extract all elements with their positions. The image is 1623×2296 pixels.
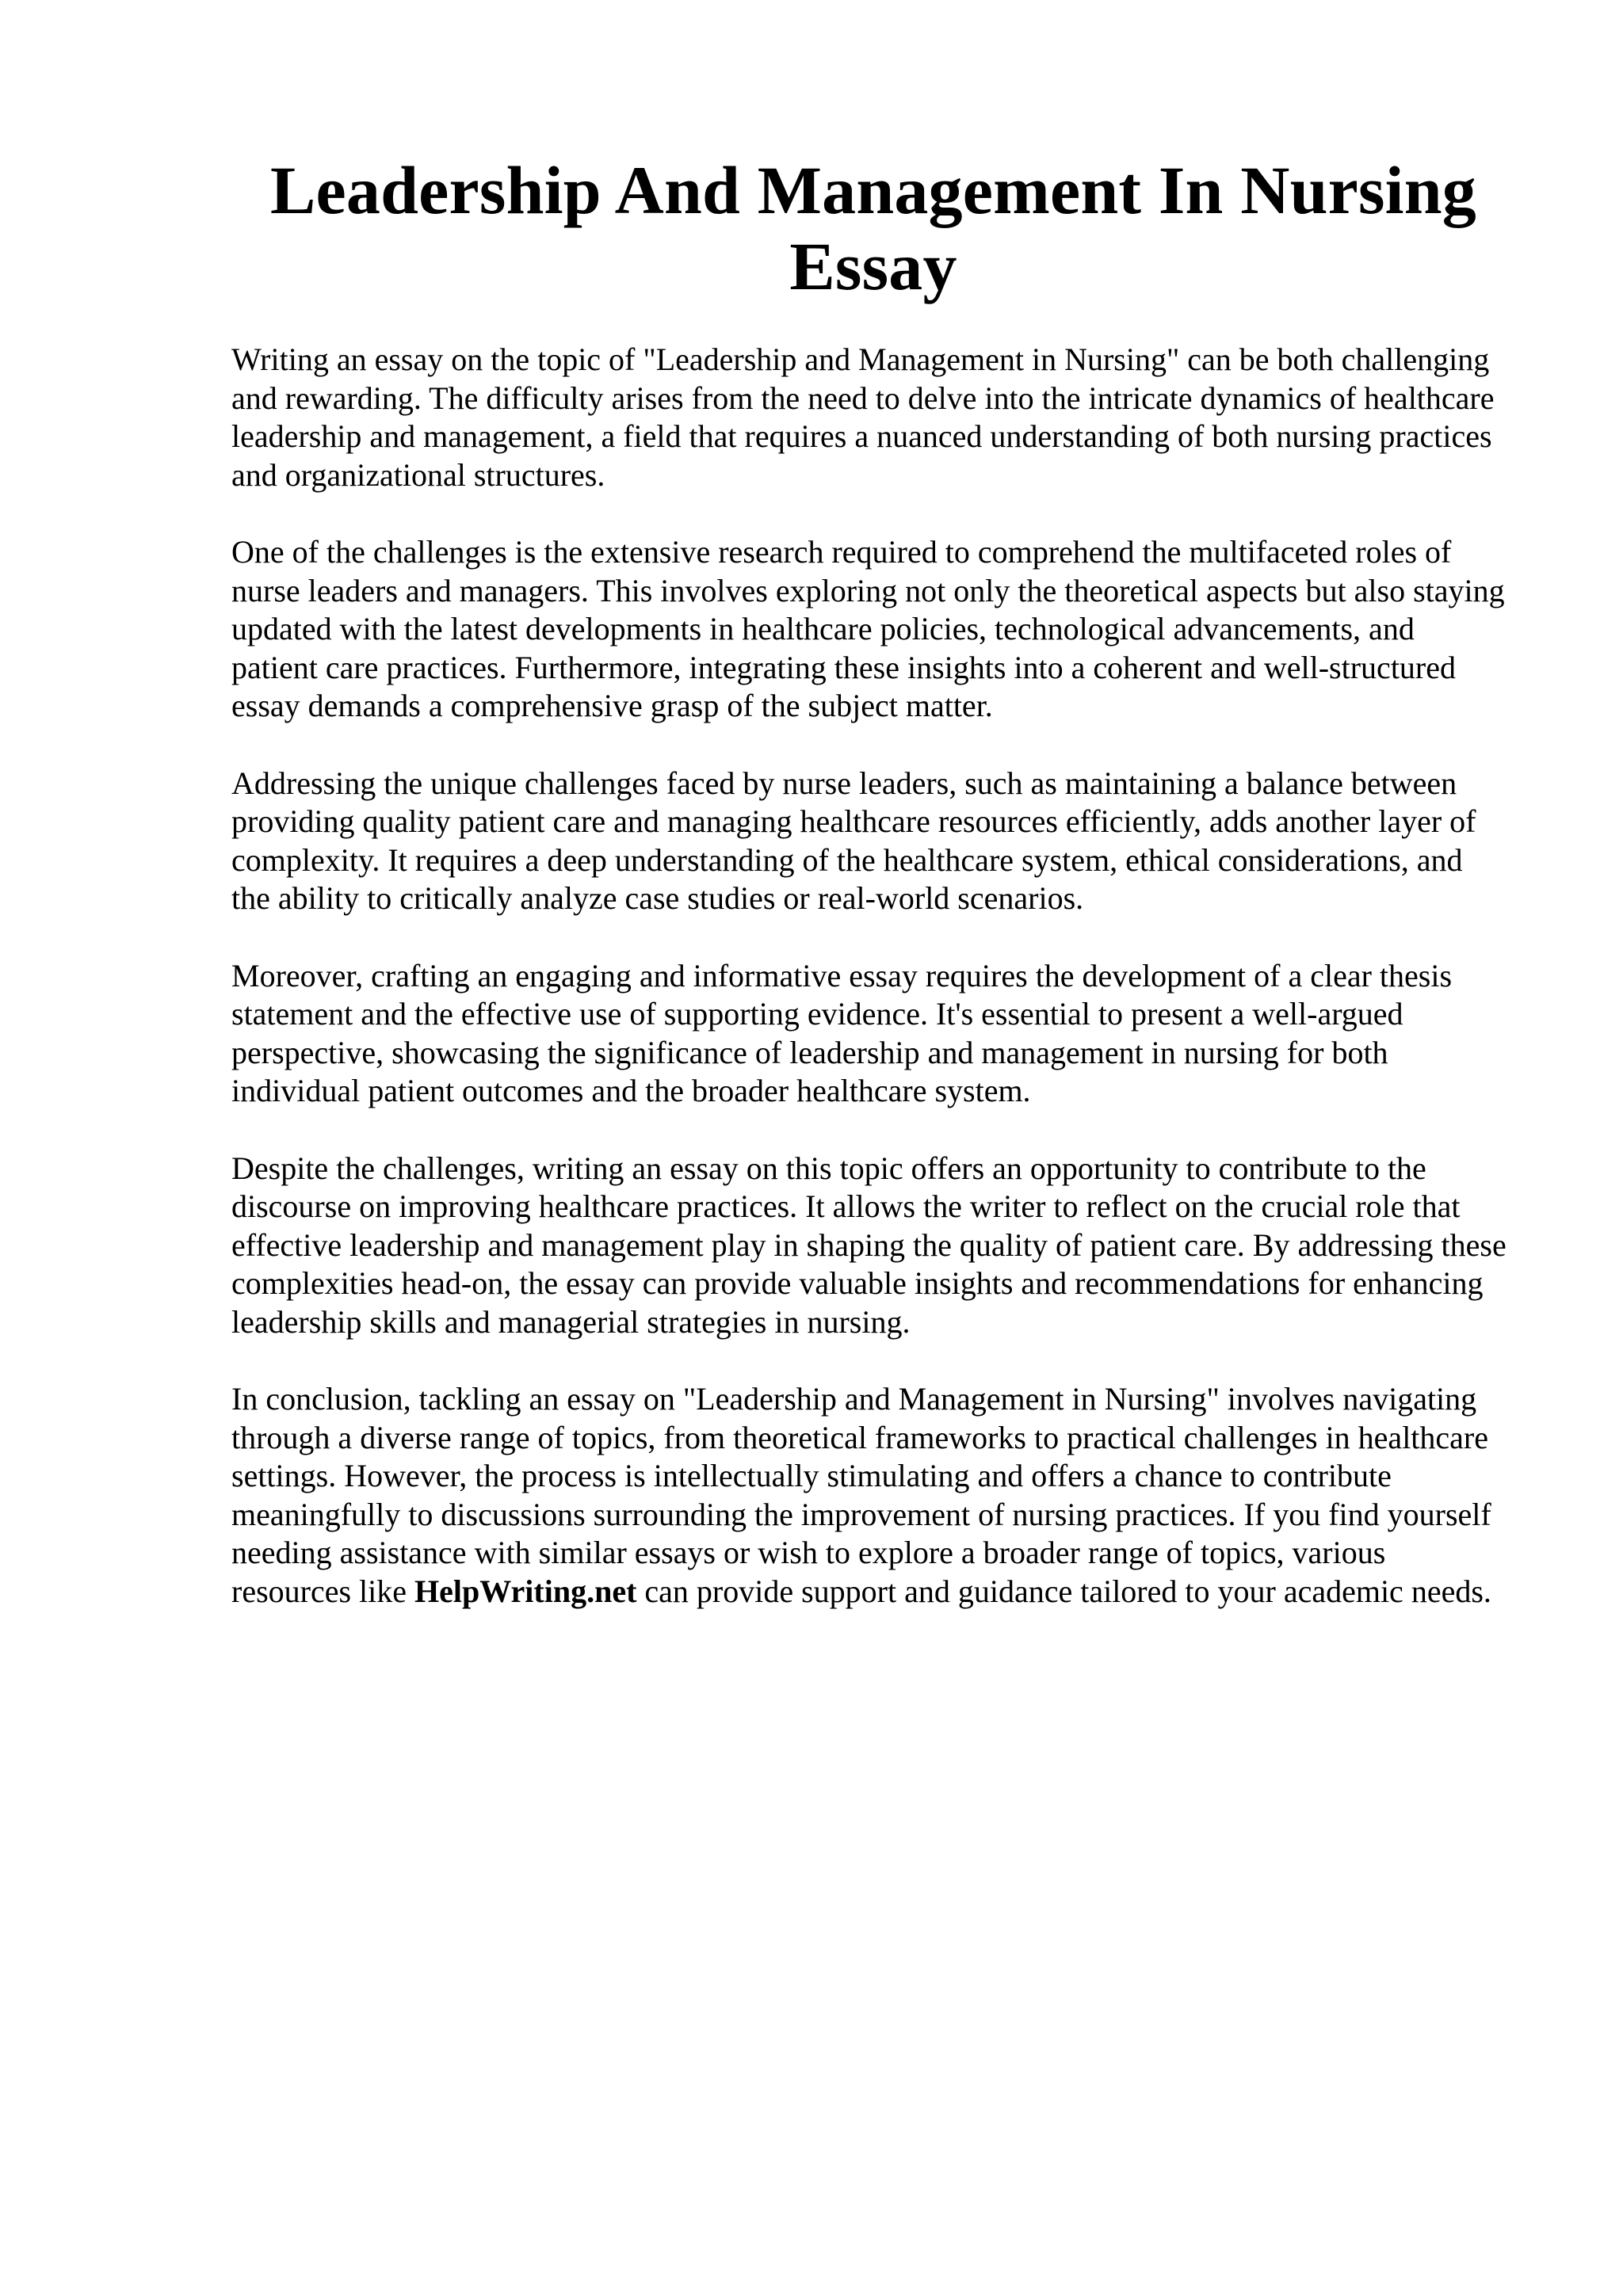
paragraph-unique-challenges: Addressing the unique challenges faced by nurse leaders, such as maintaining a balance between providing quality patient care and managing healthcare resources efficiently, adds another layer of complexity. It requires a deep understanding of the healthcare system, ethical considerations, and the ability to critically analyze case studies or real-world scenarios. <box>231 765 1476 916</box>
paragraph-conclusion <box>231 1380 1507 1611</box>
helpwriting-link[interactable]: HelpWriting.net <box>414 1573 637 1609</box>
conclusion-text-after-link: can provide support and guidance tailored to your academic needs. <box>636 1573 1491 1609</box>
paragraph-thesis-evidence: Moreover, crafting an engaging and informative essay requires the development of a clear thesis statement and the effective use of supporting evidence. It's essential to present a well-argued perspective, showcasing the significance of leadership and management in nursing for both individual patient outcomes and the broader healthcare system. <box>231 957 1453 1108</box>
paragraph-intro: Writing an essay on the topic of "Leadership and Management in Nursing" can be both challenging and rewarding. The difficulty arises from the need to delve into the intricate dynamics of healthcare leadership and management, a field that requires a nuanced understanding of both nursing practices and organizational structures. <box>231 341 1495 493</box>
document-body <box>231 341 1507 1650</box>
document-title: Leadership And Management In Nursing Essay <box>270 152 1476 304</box>
paragraph-opportunity: Despite the challenges, writing an essay on this topic offers an opportunity to contribute to the discourse on improving healthcare practices. It allows the writer to reflect on the crucial role that effective leadership and management play in shaping the quality of patient care. By addressing these complexities head-on, the essay can provide valuable insights and recommendations for enhancing leadership skills and managerial strategies in nursing. <box>231 1150 1507 1340</box>
paragraph-research-challenges: One of the challenges is the extensive research required to comprehend the multifaceted roles of nurse leaders and managers. This involves exploring not only the theoretical aspects but also staying updated with the latest developments in healthcare policies, technological advancements, and patient care practices. Furthermore, integrating these insights into a coherent and well-structured essay demands a comprehensive grasp of the subject matter. <box>231 534 1505 723</box>
conclusion-text-before-link: In conclusion, tackling an essay on "Leadership and Management in Nursing" involves navigating through a diverse range of topics, from theoretical frameworks to practical challenges in healthcare settings. However, the process is intellectually stimulating and offers a chance to contribute meaningfully to discussions surrounding the improvement of nursing practices. If you find yourself needing assistance with similar essays or wish to explore a broader range of topics, various resources like <box>231 1381 1491 1609</box>
